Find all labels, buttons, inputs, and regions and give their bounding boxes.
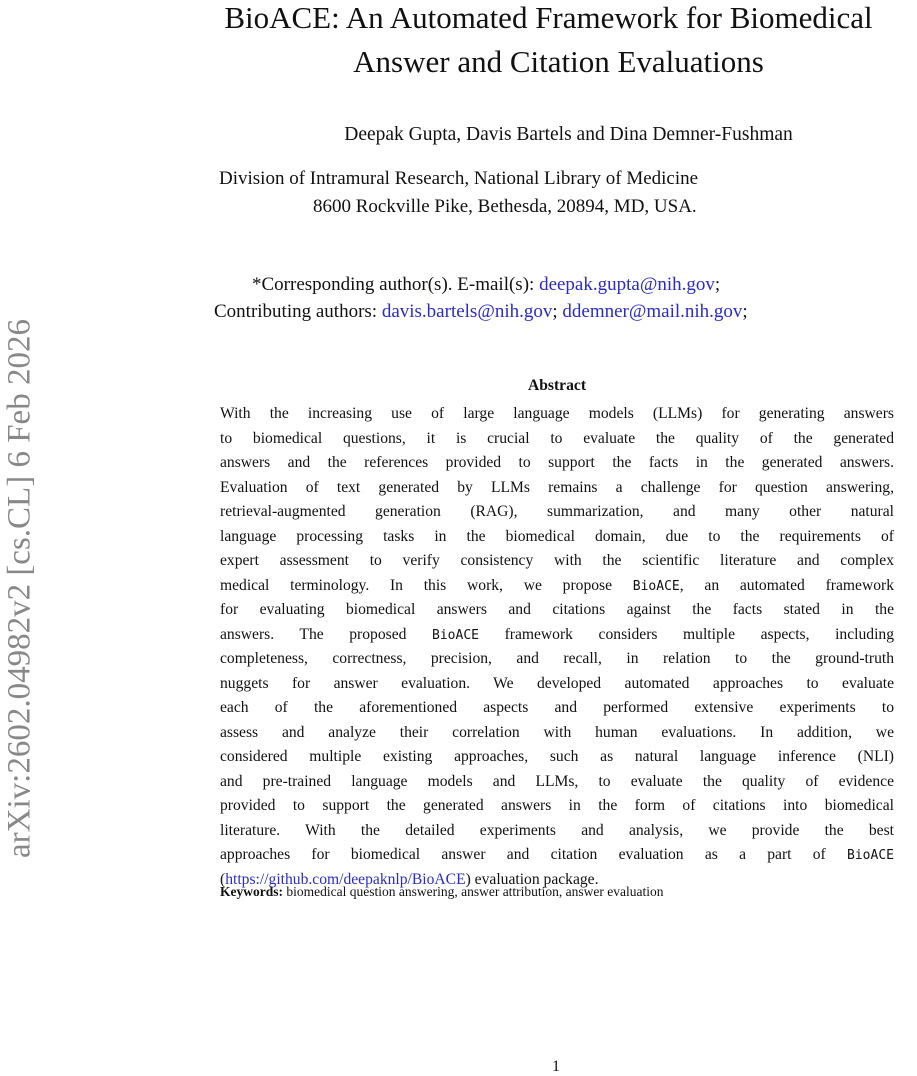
- abstract-line: [220, 527, 894, 547]
- abstract-text: Evaluation of text generated by LLMs remains a challenge for question answering,: [220, 478, 894, 496]
- github-link[interactable]: https://github.com/deepaknlp/BioACE: [225, 870, 466, 888]
- separator: ;: [714, 274, 721, 295]
- abstract-line: [220, 796, 894, 816]
- contributing-email-link-2[interactable]: ddemner@mail.nih.gov: [562, 301, 743, 322]
- abstract-text: medical terminology. In this work, we propose: [220, 576, 633, 594]
- system-name: BioACE: [632, 578, 680, 594]
- contributing-authors: [214, 301, 748, 323]
- corresponding-email-link[interactable]: deepak.gupta@nih.gov: [539, 274, 715, 295]
- abstract-text: answers. The proposed: [220, 625, 433, 643]
- system-name: BioACE: [432, 627, 479, 643]
- separator: ;: [742, 301, 748, 322]
- affiliation-line-2: 8600 Rockville Pike, Bethesda, 20894, MD, USA.: [313, 196, 697, 217]
- contributing-label: Contributing authors:: [214, 301, 382, 322]
- abstract-text: to biomedical questions, it is crucial to evaluate the quality of the generated: [220, 429, 894, 447]
- abstract-text: each of the aforementioned aspects and performed extensive experiments to: [220, 699, 894, 716]
- abstract-text: considered multiple existing approaches, such as natural language inference (NLI): [220, 748, 894, 765]
- abstract-line: [220, 600, 894, 620]
- abstract-line: [220, 845, 894, 866]
- abstract-text: literature. With the detailed experiments and analysis, we provide the best: [220, 821, 894, 839]
- abstract-line: [220, 429, 894, 449]
- abstract-text: expert assessment to verify consistency with the scientific literature and complex: [220, 552, 894, 569]
- abstract-line: [220, 772, 894, 792]
- abstract-text: ) evaluation package.: [465, 870, 599, 888]
- abstract-text: (: [220, 870, 226, 888]
- abstract-heading: Abstract: [527, 377, 587, 394]
- abstract-text: for evaluating biomedical answers and citations against the facts stated in the: [220, 601, 894, 618]
- abstract-text: provided to support the generated answers in the form of citations into biomedical: [220, 797, 894, 814]
- keywords-text: biomedical question answering, answer attribution, answer evaluation: [283, 884, 664, 899]
- abstract-line: [220, 698, 894, 718]
- authors: Deepak Gupta, Davis Bartels and Dina Demner-Fushman: [344, 124, 793, 145]
- abstract-line: [220, 821, 894, 841]
- abstract-text: framework considers multiple aspects, including: [478, 625, 895, 643]
- abstract-line: [220, 576, 894, 597]
- abstract-text: With the increasing use of large language models (LLMs) for generating answers: [220, 405, 894, 422]
- paper-title-line-2: Answer and Citation Evaluations: [353, 44, 764, 79]
- abstract-text: , an automated framework: [679, 576, 894, 594]
- abstract-line: [220, 674, 894, 694]
- corresponding-author: [252, 274, 720, 296]
- corresponding-label: *Corresponding author(s). E-mail(s):: [252, 274, 540, 295]
- abstract-text: approaches for biomedical answer and citation evaluation as a part of: [220, 846, 848, 863]
- contributing-email-link-1[interactable]: davis.bartels@nih.gov: [381, 301, 553, 322]
- abstract-line: [220, 404, 894, 424]
- abstract-line: [220, 551, 894, 571]
- abstract-line: [220, 747, 894, 767]
- paper-title-line-1: BioACE: An Automated Framework for Biomedical: [224, 0, 873, 35]
- arxiv-identifier: arXiv:2602.04982v2 [cs.CL] 6 Feb 2026: [1, 319, 38, 858]
- abstract-text: nuggets for answer evaluation. We developed automated approaches to evaluate: [220, 674, 894, 692]
- abstract-line: [220, 723, 894, 743]
- abstract-line: [220, 649, 894, 669]
- abstract-line: [220, 625, 894, 646]
- system-name: BioACE: [847, 848, 894, 863]
- abstract-line: [220, 478, 894, 498]
- keywords-label: Keywords:: [220, 884, 283, 899]
- affiliation-line-1: Division of Intramural Research, National Library of Medicine: [219, 168, 699, 189]
- abstract-text: completeness, correctness, precision, and recall, in relation to the ground-truth: [220, 650, 894, 667]
- abstract-line: [220, 502, 894, 522]
- abstract-text: assess and analyze their correlation with human evaluations. In addition, we: [220, 723, 894, 741]
- separator: ;: [552, 301, 563, 322]
- keywords: [220, 884, 664, 900]
- abstract-text: language processing tasks in the biomedical domain, due to the requirements of: [220, 527, 894, 545]
- page-number: 1: [552, 1058, 560, 1075]
- abstract-text: and pre-trained language models and LLMs, to evaluate the quality of evidence: [220, 772, 894, 790]
- abstract-line: [220, 453, 894, 473]
- abstract-text: retrieval-augmented generation (RAG), summarization, and many other natural: [220, 503, 894, 520]
- abstract-text: answers and the references provided to support the facts in the generated answers.: [220, 454, 894, 471]
